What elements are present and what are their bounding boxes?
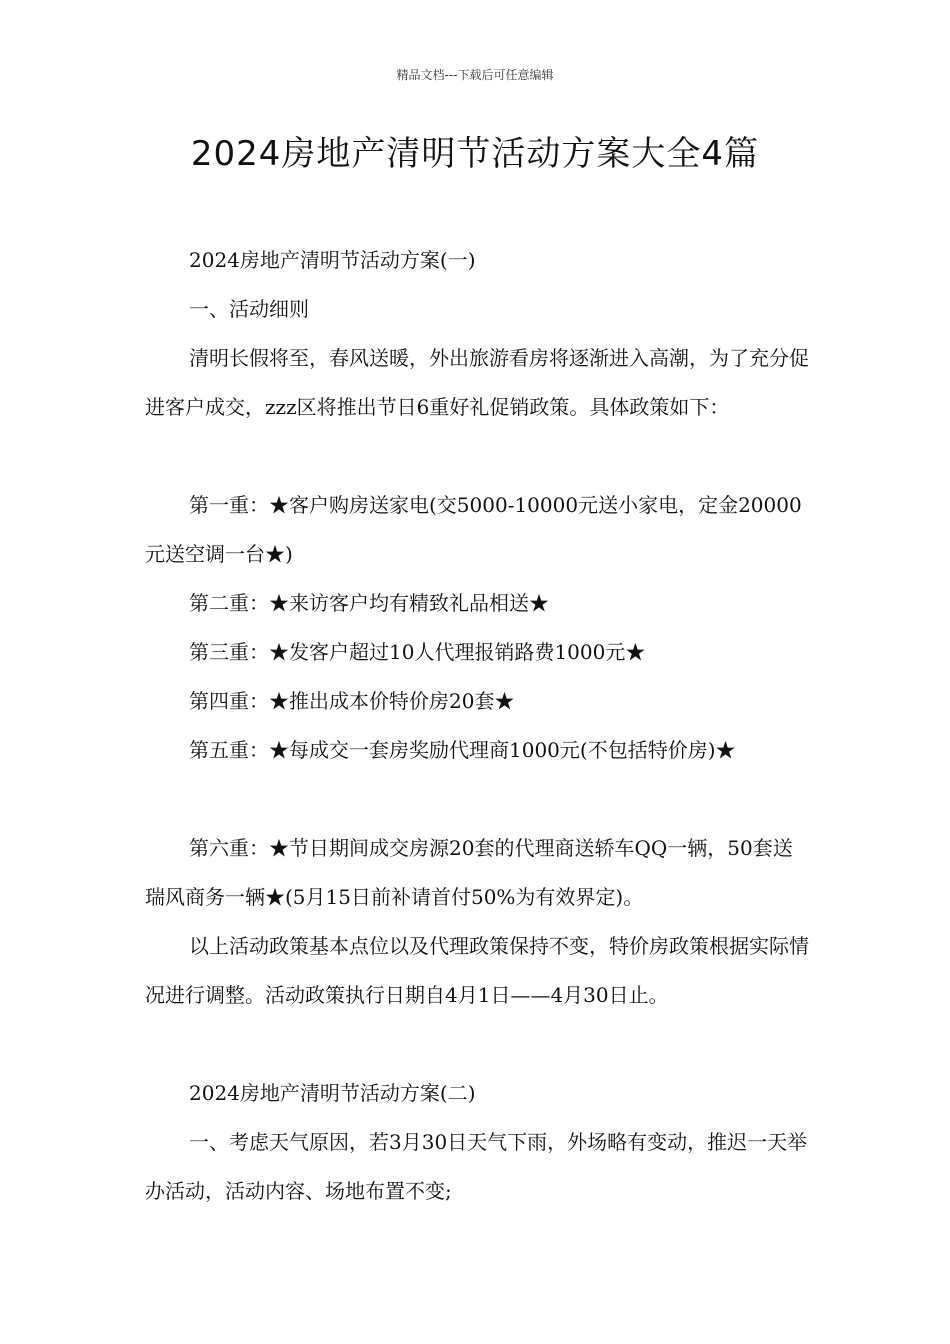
document-title: 2024房地产清明节活动方案大全4篇 [190, 134, 760, 174]
paragraph-policy-note: 以上活动政策基本点位以及代理政策保持不变，特价房政策根据实际情况进行调整。活动政策执行日期自4月1日——4月30日止。 [145, 934, 809, 1007]
paragraph-gift-4: 第四重：★推出成本价特价房20套★ [189, 689, 515, 713]
paragraph-intro: 清明长假将至，春风送暖，外出旅游看房将逐渐进入高潮，为了充分促进客户成交，zzz区将推出节日6重好礼促销政策。具体政策如下： [145, 346, 809, 419]
paragraph-gift-1: 第一重：★客户购房送家电(交5000-10000元送小家电，定金20000元送空调一台★) [145, 493, 802, 566]
paragraph-gift-5: 第五重：★每成交一套房奖励代理商1000元(不包括特价房)★ [189, 738, 736, 762]
section-heading-1: 2024房地产清明节活动方案(一) [189, 248, 476, 272]
header-note: 精品文档---下载后可任意编辑 [396, 68, 554, 82]
paragraph-gift-6: 第六重：★节日期间成交房源20套的代理商送轿车QQ一辆，50套送瑞风商务一辆★(5月15日前补请首付50%为有效界定)。 [145, 836, 793, 909]
section-heading-2: 2024房地产清明节活动方案(二) [189, 1081, 476, 1105]
subheading-activity-rules: 一、活动细则 [189, 297, 309, 321]
paragraph-gift-3: 第三重：★发客户超过10人代理报销路费1000元★ [189, 640, 646, 664]
paragraph-weather: 一、考虑天气原因，若3月30日天气下雨，外场略有变动，推迟一天举办活动，活动内容、场地布置不变; [145, 1130, 808, 1203]
paragraph-gift-2: 第二重：★来访客户均有精致礼品相送★ [189, 591, 549, 615]
